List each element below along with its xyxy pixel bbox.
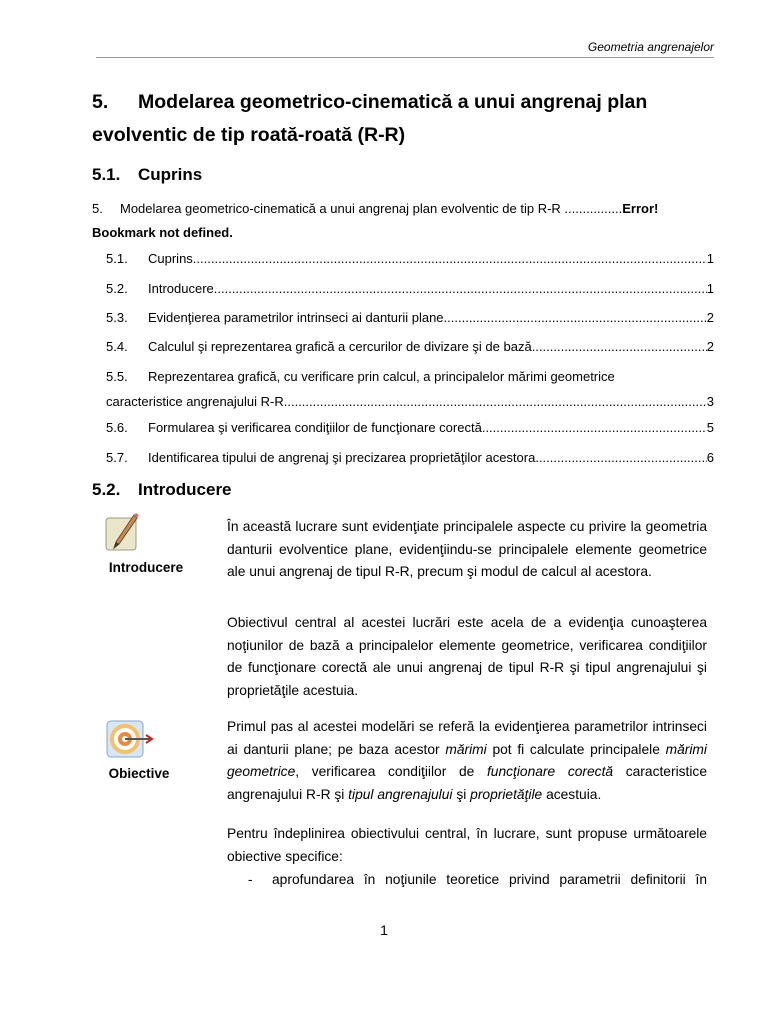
toc-entry-5-1[interactable] [106, 247, 714, 271]
section-number: 5.2. [92, 480, 121, 499]
toc-entry-5-2[interactable] [106, 277, 714, 301]
toc-text: Cuprins [148, 251, 193, 266]
toc-dots [532, 335, 707, 359]
page-number: 1 [380, 922, 388, 938]
toc-dots: ................ [564, 201, 623, 216]
toc-page: 2 [706, 310, 714, 325]
toc-entry-5-3[interactable] [106, 306, 714, 330]
intro-paragraph-1: În această lucrare sunt evidenţiate principalele aspecte cu privire la geometria danturii evolventice plane, evidenţiindu-se principalele elemente geometrice ale unui angrenaj de tipul R-R, precum şi modul de calcul al acestora. [227, 519, 707, 580]
toc-entry-5-5[interactable] [106, 364, 714, 414]
toc-number: 5.6. [106, 420, 128, 435]
toc-text: Identificarea tipului de angrenaj şi precizarea proprietăţilor acestora [148, 450, 536, 465]
toc-main-entry[interactable] [92, 197, 714, 245]
toc-page: 6 [706, 450, 714, 465]
toc-text: Introducere [148, 281, 214, 296]
toc-error: Error! Bookmark not defined. [92, 201, 659, 240]
target-arrow-icon [106, 720, 154, 765]
section-heading-introducere [92, 480, 232, 500]
toc-text: Formularea şi verificarea condiţiilor de funcţionare corectă [148, 420, 482, 435]
chapter-title [92, 86, 722, 152]
section-title: Introducere [138, 480, 232, 499]
toc-number: 5.1. [106, 251, 128, 266]
toc-dots [284, 389, 707, 414]
toc-text: Evidenţierea parametrilor intrinseci ai danturii plane [148, 310, 444, 325]
toc-text: Calculul şi reprezentarea grafică a cercurilor de divizare şi de bază [148, 339, 532, 354]
toc-page: 5 [706, 420, 714, 435]
toc-number: 5.7. [106, 450, 128, 465]
toc-number: 5. [92, 201, 103, 216]
toc-dots [535, 446, 706, 470]
margin-label-objectives: Obiective [108, 766, 170, 781]
toc-number: 5.5. [106, 369, 128, 384]
toc-number: 5.3. [106, 310, 128, 325]
intro-paragraph-2: Obiectivul central al acestei lucrări este acela de a evidenţia cunoaşterea noţiunilor de bază a principalelor elemente geometrice, verificarea condiţiilor de funcţionare corectă ale unui angrenaj de tipul R-R şi tipul angrenajului şi proprietăţile acestuia. [227, 615, 707, 698]
toc-text: Reprezentarea grafică, cu verificare prin calcul, a principalelor mărimi geometrice [148, 369, 615, 384]
pencil-note-icon [104, 512, 142, 557]
toc-number: 5.4. [106, 339, 128, 354]
toc-entry-5-7[interactable] [106, 446, 714, 470]
chapter-title-text: Modelarea geometrico-cinematică a unui angrenaj plan evolventic de tip roată-roată (R-R) [92, 91, 648, 146]
toc-page: 1 [706, 281, 714, 296]
toc-dots [214, 277, 707, 301]
section-title: Cuprins [138, 165, 203, 184]
toc-number: 5.2. [106, 281, 128, 296]
toc-page: 3 [706, 394, 714, 409]
toc-entry-5-6[interactable] [106, 416, 714, 440]
objectives-paragraph-2: Pentru îndeplinirea obiectivului central, în lucrare, sunt propuse următoarele obiective specifice: [227, 826, 707, 864]
bullet-dash: - [248, 872, 253, 887]
toc-entry-5-4[interactable] [106, 335, 714, 359]
toc-text: Modelarea geometrico-cinematică a unui angrenaj plan evolventic de tip R-R [120, 201, 561, 216]
toc-dots [444, 306, 707, 330]
section-heading-cuprins [92, 165, 202, 185]
toc-text-line2: caracteristice angrenajului R-R [106, 394, 284, 409]
toc-page: 2 [706, 339, 714, 354]
toc-dots [482, 416, 707, 440]
toc-page: 1 [706, 251, 714, 266]
running-header: Geometria angrenajelor [96, 40, 714, 58]
list-item [248, 869, 707, 891]
objectives-paragraph-1: Primul pas al acestei modelări se referă la evidenţierea parametrilor intrinseci ai danturii plane; pe baza acestor mărimi pot fi calculate principalele mărimi geometrice, verificarea condiţiilor de funcţionare corectă caracteristice angrenajului R-R şi tipul angrenajului şi proprietăţile acestuia. [227, 719, 708, 802]
section-number: 5.1. [92, 165, 121, 184]
chapter-number: 5. [92, 91, 109, 113]
bullet-text: aprofundarea în noţiunile teoretice privind parametrii definitorii în [272, 872, 707, 887]
toc-dots [193, 247, 707, 271]
margin-label-intro: Introducere [108, 560, 184, 575]
